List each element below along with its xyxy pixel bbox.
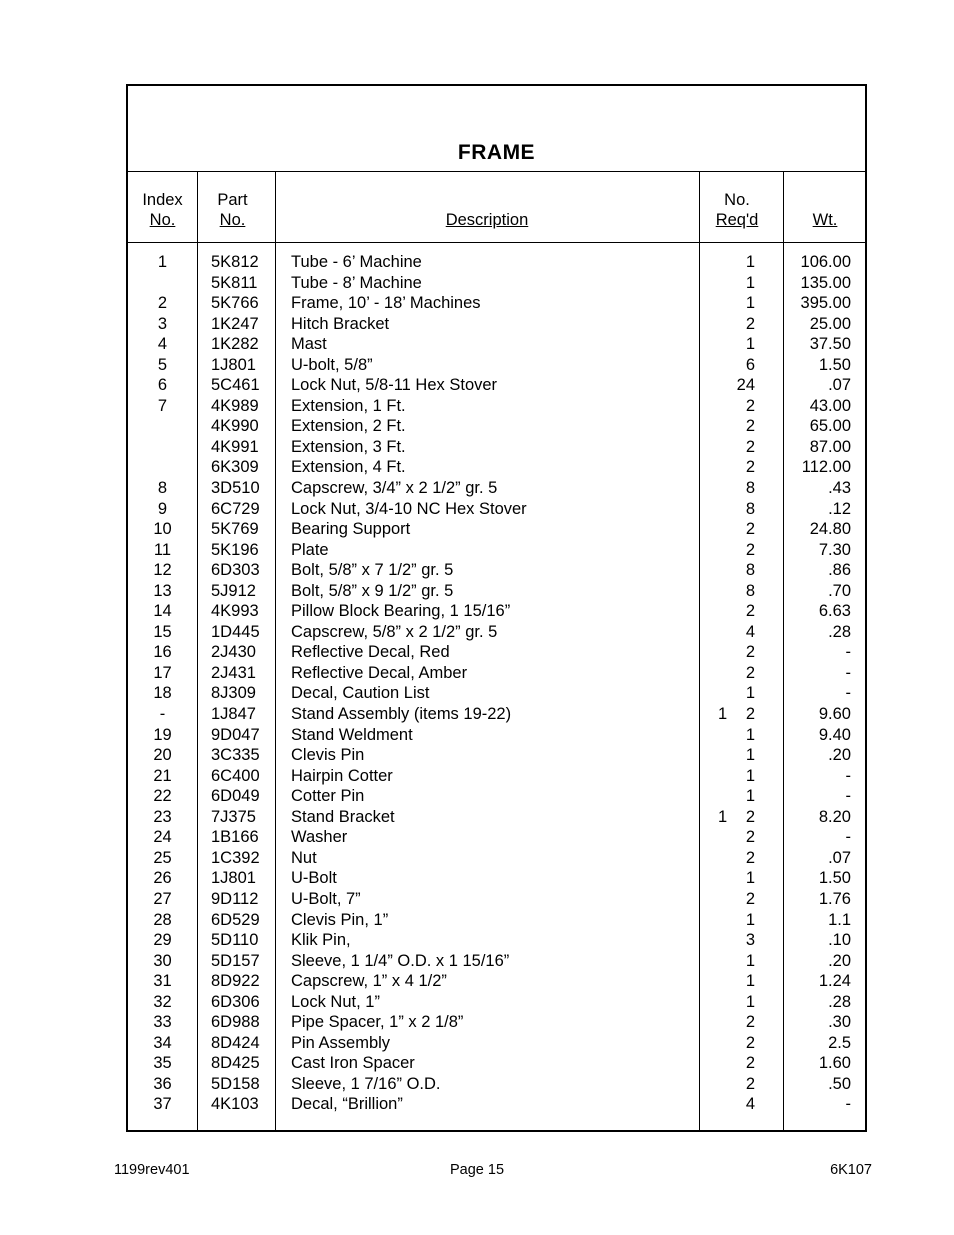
index-cell: 33: [153, 1013, 172, 1032]
header-index-line1: Index: [142, 191, 183, 209]
table-row: [128, 437, 865, 458]
table-body: [128, 252, 865, 1115]
description-cell: Lock Nut, 3/4-10 NC Hex Stover: [291, 499, 527, 518]
weight-cell: .20: [828, 951, 851, 970]
part-number-cell: 6C729: [211, 499, 260, 518]
qty-value: 1: [745, 746, 755, 765]
qty-value: 1: [745, 992, 755, 1011]
qty-value: 1: [745, 787, 755, 806]
qty-value: 1: [745, 335, 755, 354]
weight-cell: 1.24: [818, 972, 851, 991]
table-row: [128, 807, 865, 828]
header-part-line2: No.: [219, 211, 246, 229]
header-index: [128, 190, 197, 230]
weight-cell: 135.00: [800, 273, 851, 292]
qty-value: 2: [745, 663, 755, 682]
description-cell: Nut: [291, 848, 317, 867]
description-cell: Sleeve, 1 1/4” O.D. x 1 15/16”: [291, 951, 510, 970]
parts-table: [126, 84, 867, 1132]
header-qty-line1: No.: [724, 191, 750, 209]
table-row: [128, 622, 865, 643]
table-row: [128, 601, 865, 622]
index-cell: 15: [153, 622, 172, 641]
description-cell: Decal, “Brillion”: [291, 1095, 403, 1114]
weight-cell: .30: [828, 1013, 851, 1032]
part-number-cell: 7J375: [211, 807, 256, 826]
part-number-cell: 5D158: [211, 1074, 260, 1093]
qty-value: 2: [745, 889, 755, 908]
weight-cell: .12: [828, 499, 851, 518]
part-number-cell: 1B166: [211, 828, 259, 847]
table-row: [128, 375, 865, 396]
table-row: [128, 1012, 865, 1033]
qty-value: 1: [745, 869, 755, 888]
weight-cell: 8.20: [818, 807, 851, 826]
table-row: [128, 478, 865, 499]
table-row: [128, 1053, 865, 1074]
qty-value: 1: [745, 273, 755, 292]
part-number-cell: 5C461: [211, 376, 260, 395]
description-cell: Clevis Pin: [291, 746, 365, 765]
index-cell: 30: [153, 951, 172, 970]
qty-value: 1: [745, 294, 755, 313]
footer-doc-revision: 1199rev401: [114, 1162, 190, 1178]
description-cell: Pillow Block Bearing, 1 15/16”: [291, 602, 511, 621]
description-cell: Pin Assembly: [291, 1033, 391, 1052]
weight-cell: .10: [828, 931, 851, 950]
description-cell: Washer: [291, 828, 348, 847]
part-number-cell: 5J912: [211, 581, 256, 600]
qty-value: 8: [745, 479, 755, 498]
weight-cell: .07: [828, 376, 851, 395]
qty-value: 2: [745, 807, 755, 826]
table-row: [128, 1074, 865, 1095]
part-number-cell: 2J431: [211, 663, 256, 682]
part-number-cell: 1D445: [211, 622, 260, 641]
description-cell: Capscrew, 3/4” x 2 1/2” gr. 5: [291, 479, 498, 498]
part-number-cell: 9D047: [211, 725, 260, 744]
table-row: [128, 827, 865, 848]
part-number-cell: 5K812: [211, 253, 259, 271]
qty-value: 6: [745, 355, 755, 374]
index-cell: 3: [157, 314, 168, 333]
qty-value: 2: [745, 458, 755, 477]
weight-cell: 43.00: [809, 396, 851, 415]
weight-cell: 1.76: [818, 889, 851, 908]
header-weight: [783, 210, 867, 230]
index-cell: 28: [153, 910, 172, 929]
table-row: [128, 396, 865, 417]
table-row: [128, 457, 865, 478]
table-row: [128, 786, 865, 807]
part-number-cell: 5K769: [211, 520, 259, 539]
part-number-cell: 5K811: [211, 273, 258, 292]
weight-cell: .28: [828, 992, 851, 1011]
part-number-cell: 6K309: [211, 458, 259, 477]
part-number-cell: 1J801: [211, 355, 256, 374]
table-row: [128, 951, 865, 972]
table-row: [128, 848, 865, 869]
part-number-cell: 6D306: [211, 992, 260, 1011]
index-cell: 34: [153, 1033, 172, 1052]
description-cell: U-Bolt: [291, 869, 337, 888]
part-number-cell: 6D529: [211, 910, 260, 929]
part-number-cell: 4K103: [211, 1095, 259, 1114]
qty-value: 2: [745, 848, 755, 867]
index-cell: 4: [157, 335, 168, 354]
description-cell: Stand Assembly (items 19-22): [291, 705, 512, 724]
qty-value: 8: [745, 499, 755, 518]
index-cell: 36: [153, 1074, 172, 1093]
part-number-cell: 5D110: [211, 931, 259, 950]
table-row: [128, 355, 865, 376]
index-cell: 18: [153, 684, 172, 703]
table-row: [128, 642, 865, 663]
index-cell: 11: [153, 540, 172, 559]
qty-value: 1: [745, 725, 755, 744]
part-number-cell: 9D112: [211, 889, 259, 908]
qty-value: 2: [745, 417, 755, 436]
index-cell: 32: [153, 992, 172, 1011]
description-cell: Sleeve, 1 7/16” O.D.: [291, 1074, 441, 1093]
part-number-cell: 2J430: [211, 643, 256, 662]
description-cell: Reflective Decal, Amber: [291, 663, 468, 682]
qty-alt-value: 1: [718, 705, 728, 724]
part-number-cell: 8D922: [211, 972, 260, 991]
index-cell: 10: [153, 520, 172, 539]
header-weight-label: Wt.: [812, 211, 838, 229]
index-cell: 24: [153, 828, 172, 847]
table-row: [128, 971, 865, 992]
table-row: [128, 930, 865, 951]
description-cell: Frame, 10’ - 18’ Machines: [291, 294, 481, 313]
weight-cell: -: [845, 643, 851, 662]
qty-value: 1: [745, 972, 755, 991]
description-cell: Bearing Support: [291, 520, 411, 539]
qty-value: 1: [745, 951, 755, 970]
description-cell: Extension, 3 Ft.: [291, 437, 406, 456]
weight-cell: 106.00: [800, 253, 851, 271]
qty-value: 4: [745, 1095, 755, 1114]
part-number-cell: 6D988: [211, 1013, 260, 1032]
description-cell: Stand Bracket: [291, 807, 395, 826]
description-cell: Hitch Bracket: [291, 314, 390, 333]
footer-page-number: Page 15: [449, 1162, 505, 1178]
part-number-cell: 8J309: [211, 684, 256, 703]
table-row: [128, 1033, 865, 1054]
weight-cell: .70: [828, 581, 851, 600]
table-row: [128, 314, 865, 335]
qty-value: 8: [745, 561, 755, 580]
part-number-cell: 1J801: [211, 869, 256, 888]
index-cell: 9: [157, 499, 168, 518]
qty-value: 4: [745, 622, 755, 641]
table-row: [128, 273, 865, 294]
weight-cell: .20: [828, 746, 851, 765]
weight-cell: .43: [828, 479, 851, 498]
index-cell: 17: [153, 663, 172, 682]
index-cell: 23: [153, 807, 172, 826]
index-cell: 1: [157, 253, 168, 271]
table-row: [128, 581, 865, 602]
qty-value: 3: [745, 931, 755, 950]
index-cell: 27: [153, 889, 172, 908]
table-row: [128, 663, 865, 684]
header-divider: [128, 242, 865, 243]
table-row: [128, 334, 865, 355]
qty-value: 1: [745, 910, 755, 929]
weight-cell: 395.00: [800, 294, 851, 313]
description-cell: U-bolt, 5/8”: [291, 355, 373, 374]
index-cell: 29: [153, 931, 172, 950]
table-row: [128, 868, 865, 889]
description-cell: Plate: [291, 540, 329, 559]
index-cell: 14: [153, 602, 172, 621]
part-number-cell: 5D157: [211, 951, 260, 970]
weight-cell: 6.63: [818, 602, 851, 621]
index-cell: 7: [157, 396, 168, 415]
index-cell: 22: [153, 787, 172, 806]
part-number-cell: 5K766: [211, 294, 259, 313]
index-cell: -: [159, 705, 166, 724]
description-cell: Capscrew, 1” x 4 1/2”: [291, 972, 447, 991]
weight-cell: 87.00: [809, 437, 851, 456]
description-cell: Capscrew, 5/8” x 2 1/2” gr. 5: [291, 622, 498, 641]
index-cell: 5: [157, 355, 168, 374]
qty-alt-value: 1: [718, 807, 728, 826]
weight-cell: -: [845, 787, 851, 806]
header-part: [197, 190, 268, 230]
description-cell: Lock Nut, 5/8-11 Hex Stover: [291, 376, 498, 395]
header-qty: [699, 190, 775, 230]
index-cell: 25: [153, 848, 172, 867]
description-cell: Mast: [291, 335, 327, 354]
index-cell: 37: [153, 1095, 172, 1114]
weight-cell: -: [845, 663, 851, 682]
weight-cell: 2.5: [828, 1033, 851, 1052]
table-row: [128, 519, 865, 540]
description-cell: Cast Iron Spacer: [291, 1054, 415, 1073]
weight-cell: 7.30: [818, 540, 851, 559]
part-number-cell: 1C392: [211, 848, 260, 867]
description-cell: Reflective Decal, Red: [291, 643, 450, 662]
description-cell: Clevis Pin, 1”: [291, 910, 389, 929]
part-number-cell: 3C335: [211, 746, 260, 765]
table-row: [128, 766, 865, 787]
description-cell: Hairpin Cotter: [291, 766, 393, 785]
index-cell: 35: [153, 1054, 172, 1073]
table-row: [128, 910, 865, 931]
weight-cell: -: [845, 684, 851, 703]
weight-cell: 37.50: [809, 335, 851, 354]
weight-cell: 25.00: [809, 314, 851, 333]
index-cell: 31: [153, 972, 172, 991]
header-index-line2: No.: [149, 211, 176, 229]
weight-cell: 1.60: [818, 1054, 851, 1073]
part-number-cell: 3D510: [211, 479, 260, 498]
description-cell: Tube - 6’ Machine: [291, 253, 422, 271]
qty-value: 2: [745, 705, 755, 724]
table-row: [128, 416, 865, 437]
weight-cell: .07: [828, 848, 851, 867]
index-cell: 26: [153, 869, 172, 888]
header-part-line1: Part: [217, 191, 248, 209]
table-row: [128, 1094, 865, 1115]
index-cell: 13: [153, 581, 172, 600]
weight-cell: .86: [828, 561, 851, 580]
qty-value: 1: [745, 766, 755, 785]
index-cell: 21: [153, 766, 172, 785]
weight-cell: 9.40: [818, 725, 851, 744]
table-row: [128, 992, 865, 1013]
header-description-label: Description: [445, 211, 529, 229]
weight-cell: 24.80: [809, 520, 851, 539]
weight-cell: 1.50: [818, 355, 851, 374]
description-cell: Stand Weldment: [291, 725, 413, 744]
part-number-cell: 6D303: [211, 561, 260, 580]
description-cell: Cotter Pin: [291, 787, 365, 806]
header-description: [275, 210, 699, 230]
table-row: [128, 889, 865, 910]
qty-value: 2: [745, 314, 755, 333]
qty-value: 1: [745, 684, 755, 703]
qty-value: 2: [745, 396, 755, 415]
table-row: [128, 704, 865, 725]
weight-cell: 1.50: [818, 869, 851, 888]
description-cell: Pipe Spacer, 1” x 2 1/8”: [291, 1013, 464, 1032]
qty-value: 8: [745, 581, 755, 600]
table-row: [128, 560, 865, 581]
description-cell: Klik Pin,: [291, 931, 351, 950]
description-cell: Lock Nut, 1”: [291, 992, 380, 1011]
weight-cell: -: [845, 766, 851, 785]
qty-value: 2: [745, 1033, 755, 1052]
index-cell: 19: [153, 725, 172, 744]
part-number-cell: 1K247: [211, 314, 259, 333]
description-cell: Bolt, 5/8” x 9 1/2” gr. 5: [291, 581, 454, 600]
qty-value: 2: [745, 643, 755, 662]
weight-cell: -: [845, 1095, 851, 1114]
index-cell: 2: [157, 294, 168, 313]
qty-value: 1: [745, 253, 755, 271]
index-cell: 8: [157, 479, 168, 498]
part-number-cell: 4K991: [211, 437, 259, 456]
description-cell: Decal, Caution List: [291, 684, 430, 703]
qty-value: 24: [736, 376, 755, 395]
table-row: [128, 293, 865, 314]
weight-cell: -: [845, 828, 851, 847]
weight-cell: 9.60: [818, 705, 851, 724]
qty-value: 2: [745, 1054, 755, 1073]
qty-value: 2: [745, 602, 755, 621]
index-cell: 6: [157, 376, 168, 395]
description-cell: Tube - 8’ Machine: [291, 273, 422, 292]
description-cell: Extension, 1 Ft.: [291, 396, 406, 415]
part-number-cell: 4K993: [211, 602, 259, 621]
footer-part-code: 6K107: [830, 1162, 872, 1178]
qty-value: 2: [745, 1074, 755, 1093]
qty-value: 2: [745, 1013, 755, 1032]
part-number-cell: 8D424: [211, 1033, 260, 1052]
part-number-cell: 1J847: [211, 705, 256, 724]
part-number-cell: 6D049: [211, 787, 260, 806]
part-number-cell: 4K990: [211, 417, 259, 436]
weight-cell: .50: [828, 1074, 851, 1093]
page-title: FRAME: [457, 141, 536, 164]
table-row: [128, 725, 865, 746]
weight-cell: 65.00: [809, 417, 851, 436]
index-cell: 12: [153, 561, 172, 580]
table-row: [128, 540, 865, 561]
qty-value: 2: [745, 828, 755, 847]
part-number-cell: 1K282: [211, 335, 259, 354]
header-qty-line2: Req'd: [715, 211, 759, 229]
index-cell: 16: [153, 643, 172, 662]
description-cell: Extension, 4 Ft.: [291, 458, 406, 477]
table-row: [128, 745, 865, 766]
table-row: [128, 683, 865, 704]
weight-cell: 1.1: [828, 910, 851, 929]
part-number-cell: 4K989: [211, 396, 259, 415]
qty-value: 2: [745, 437, 755, 456]
part-number-cell: 6C400: [211, 766, 260, 785]
description-cell: Extension, 2 Ft.: [291, 417, 406, 436]
table-row: [128, 499, 865, 520]
title-area: [128, 86, 865, 172]
index-cell: 20: [153, 746, 172, 765]
description-cell: U-Bolt, 7”: [291, 889, 361, 908]
weight-cell: .28: [828, 622, 851, 641]
qty-value: 2: [745, 540, 755, 559]
part-number-cell: 8D425: [211, 1054, 260, 1073]
qty-value: 2: [745, 520, 755, 539]
table-row: [128, 252, 865, 273]
weight-cell: 112.00: [801, 458, 851, 477]
part-number-cell: 5K196: [211, 540, 259, 559]
description-cell: Bolt, 5/8” x 7 1/2” gr. 5: [291, 561, 454, 580]
